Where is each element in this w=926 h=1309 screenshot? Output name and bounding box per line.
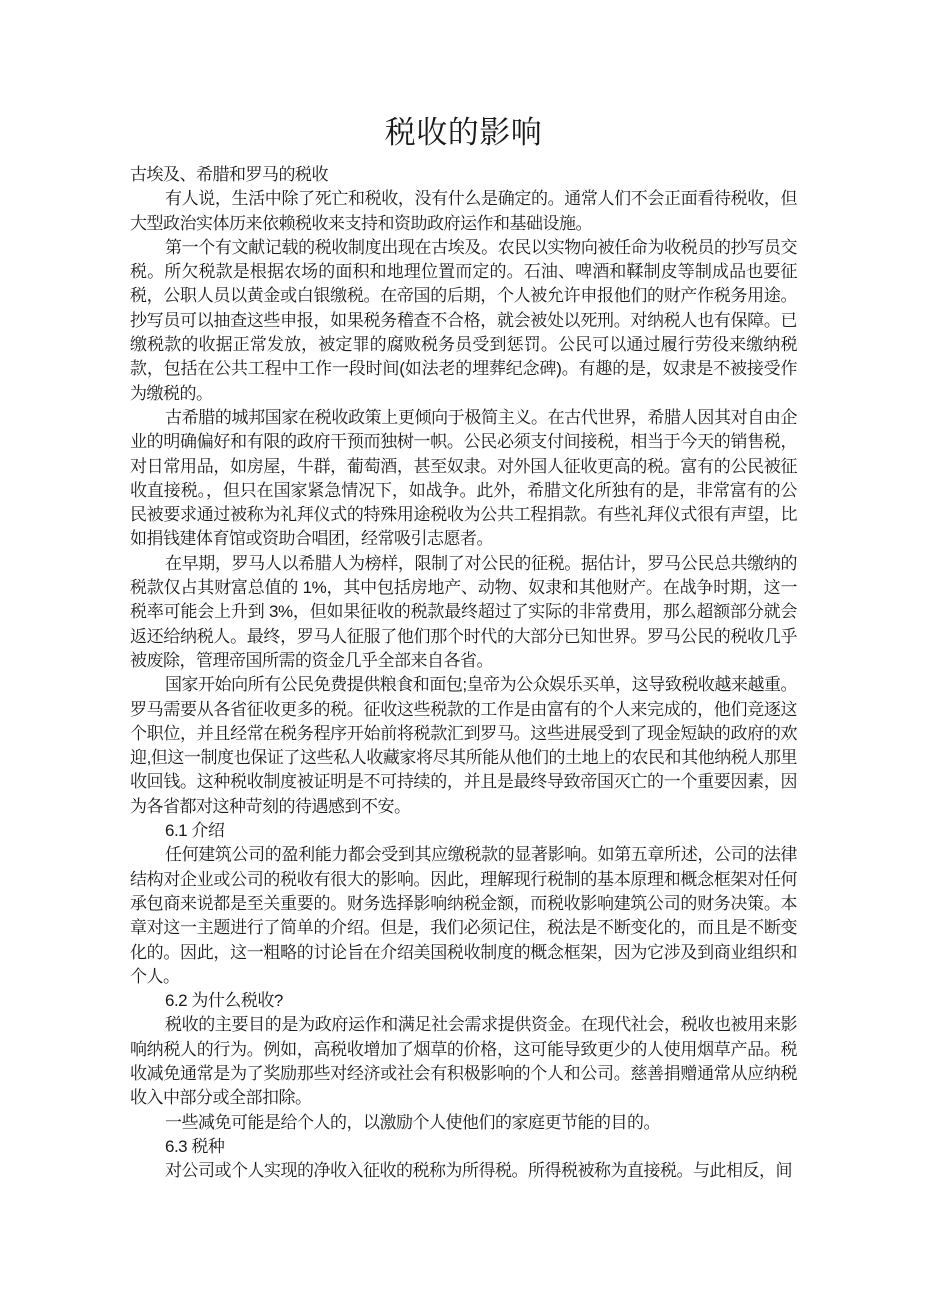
paragraph: 对公司或个人实现的净收入征收的税称为所得税。所得税被称为直接税。与此相反，间 <box>165 1161 792 1181</box>
paragraph: 一些减免可能是给个人的，以激励个人使他们的家庭更节能的目的。 <box>165 1112 660 1132</box>
section-heading: 古埃及、希腊和罗马的税收 <box>130 165 328 184</box>
paragraph: 在早期，罗马人以希腊人为榜样，限制了对公民的征税。据估计，罗马公民总共缴纳的税款仅占其财富总值的 1%，其中包括房地产、动物、奴隶和其他财产。在战争时期，这一税率可能会上升到 3%，但如果征收的税款最终超过了实际的非常费用，那么超额部分就会返还给纳税人。最终，罗马人征服了他们那个时代的大部分已知世界。罗马公民的税收几乎被废除，管理帝国所需的资金几乎全部来自各省。 <box>130 553 797 670</box>
paragraph: 任何建筑公司的盈利能力都会受到其应缴税款的显著影响。如第五章所述，公司的法律结构对企业或公司的税收有很大的影响。因此，理解现行税制的基本原理和概念框架对任何承包商来说都是至关重要的。财务选择影响纳税金额，而税收影响建筑公司的财务决策。本章对这一主题进行了简单的介绍。但是，我们必须记住，税法是不断变化的，而且是不断变化的。因此，这一粗略的讨论旨在介绍美国税收制度的概念框架，因为它涉及到商业组织和个人。 <box>130 845 797 986</box>
paragraph: 古希腊的城邦国家在税收政策上更倾向于极简主义。在古代世界，希腊人因其对自由企业的明确偏好和有限的政府干预而独树一帜。公民必须支付间接税，相当于今天的销售税，对日常用品，如房屋，牛群，葡萄酒，甚至奴隶。对外国人征收更高的税。富有的公民被征收直接税。，但只在国家紧急情况下，如战争。此外，希腊文化所独有的是，非常富有的公民被要求通过被称为礼拜仪式的特殊用途税收为公共工程捐款。有些礼拜仪式很有声望，比如捐钱建体育馆或资助合唱团，经常吸引志愿者。 <box>130 407 797 549</box>
document-title: 税收的影响 <box>384 115 543 150</box>
numbered-heading: 6.1 介绍 <box>165 821 225 841</box>
paragraph: 第一个有文献记载的税收制度出现在古埃及。农民以实物向被任命为收税员的抄写员交税。所欠税款是根据农场的面积和地理位置而定的。石油、啤酒和鞣制皮等制成品也要征税，公职人员以黄金或白银缴税。在帝国的后期，个人被允许申报他们的财产作税务用途。抄写员可以抽查这些申报，如果税务稽查不合格，就会被处以死刑。对纳税人也有保障。已缴税款的收据正常发放，被定罪的腐败税务员受到惩罚。公民可以通过履行劳役来缴纳税款，包括在公共工程中工作一段时间(如法老的埋葬纪念碑)。有趣的是，奴隶是不被接受作为缴税的。 <box>130 237 797 403</box>
paragraph: 有人说，生活中除了死亡和税收，没有什么是确定的。通常人们不会正面看待税收，但大型政治实体历来依赖税收来支持和资助政府运作和基础设施。 <box>130 189 797 233</box>
numbered-heading: 6.2 为什么税收? <box>165 991 283 1011</box>
numbered-heading: 6.3 税种 <box>165 1136 225 1156</box>
paragraph: 税收的主要目的是为政府运作和满足社会需求提供资金。在现代社会，税收也被用来影响纳税人的行为。例如，高税收增加了烟草的价格，这可能导致更少的人使用烟草产品。税收减免通常是为了奖励那些对经济或社会有积极影响的个人和公司。慈善捐赠通常从应纳税收入中部分或全部扣除。 <box>130 1015 797 1108</box>
paragraph: 国家开始向所有公民免费提供粮食和面包;皇帝为公众娱乐买单，这导致税收越来越重。罗马需要从各省征收更多的税。征收这些税款的工作是由富有的个人来完成的，他们竞逐这个职位，并且经常在税务程序开始前将税款汇到罗马。这些进展受到了现金短缺的政府的欢迎,但这一制度也保证了这些私人收藏家将尽其所能从他们的土地上的农民和其他纳税人那里收回钱。这种税收制度被证明是不可持续的，并且是最终导致帝国灭亡的一个重要因素，因为各省都对这种苛刻的待遇感到不安。 <box>130 675 797 816</box>
document-body <box>130 163 797 1183</box>
